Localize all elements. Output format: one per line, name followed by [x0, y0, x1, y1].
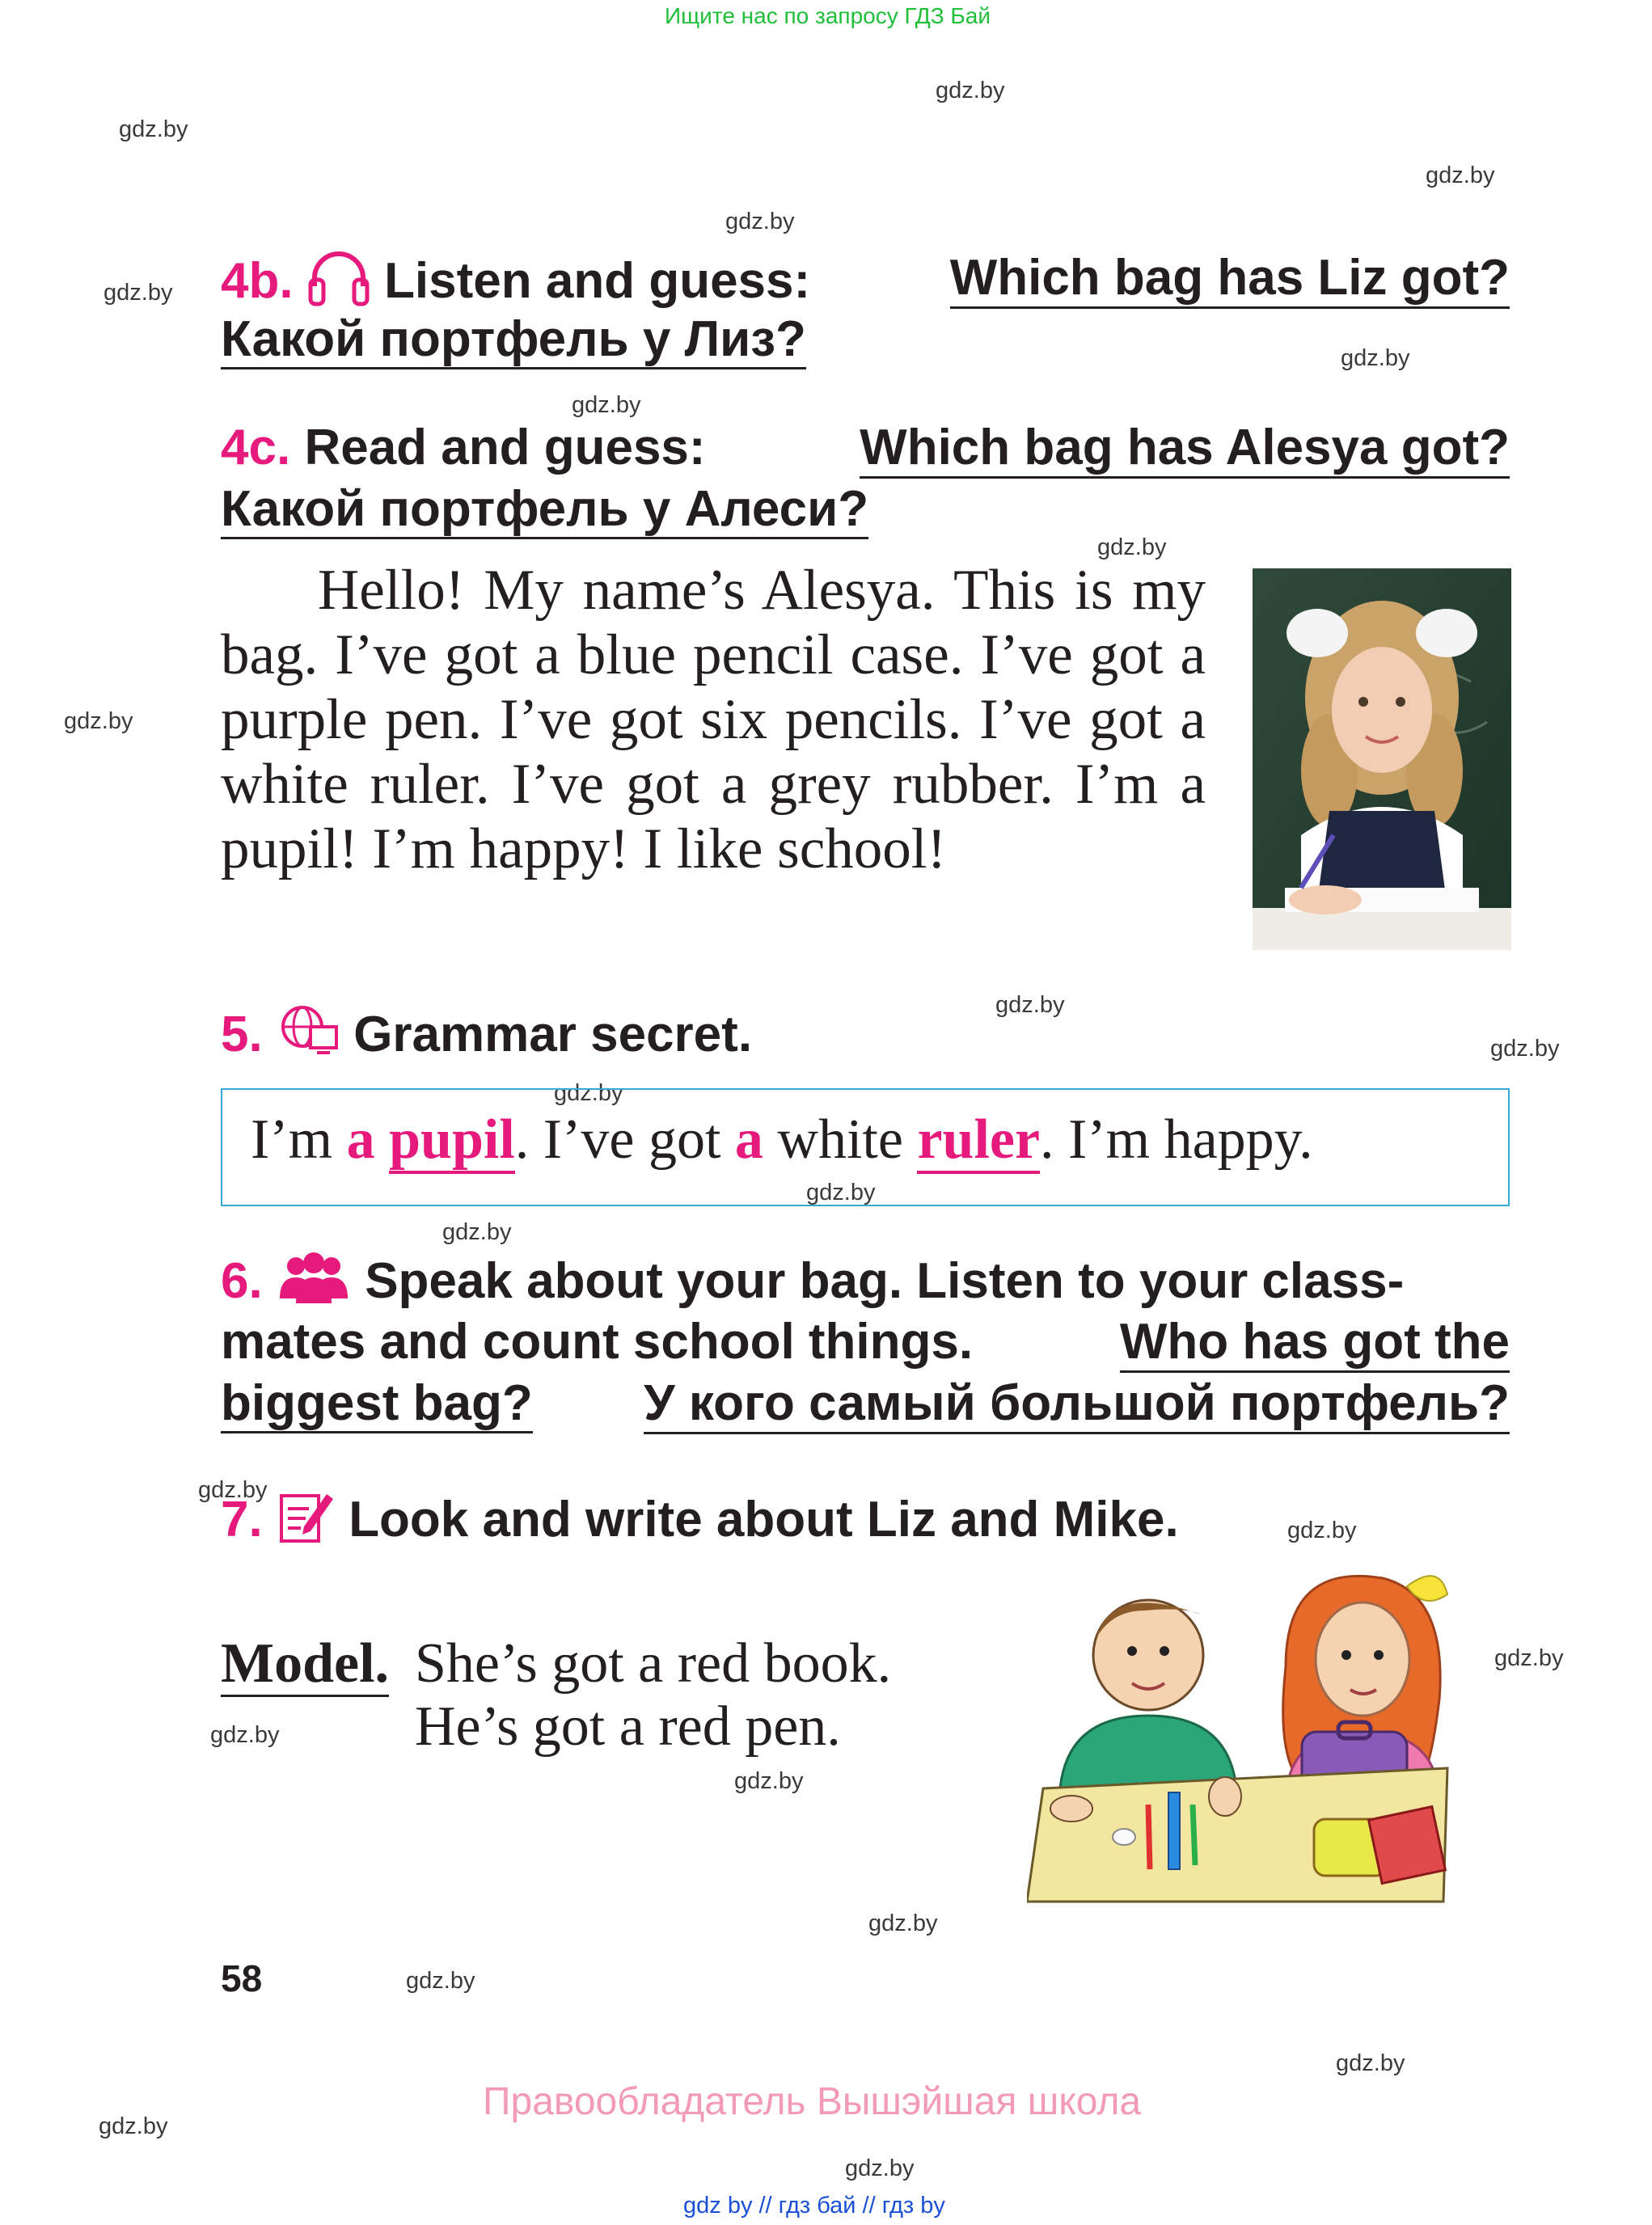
- headphones-icon: [307, 249, 370, 319]
- exercise-number: 7.: [221, 1491, 263, 1547]
- watermark: gdz.by: [734, 1768, 804, 1794]
- girl-photo: [1253, 568, 1511, 950]
- watermark: gdz.by: [119, 116, 188, 142]
- exercise-number: 6.: [221, 1252, 263, 1309]
- exercise-question: biggest bag?: [221, 1375, 533, 1433]
- exercise-6-line2: [221, 1313, 1510, 1370]
- grammar-article: a: [346, 1108, 375, 1171]
- exercise-question: Who has got the: [1120, 1313, 1510, 1373]
- exercise-4c-translation: [221, 480, 868, 538]
- translation-text: Какой портфель у Лиз?: [221, 311, 806, 369]
- grammar-noun: pupil: [389, 1108, 515, 1174]
- grammar-sentence: [251, 1108, 1313, 1172]
- exercise-title: Look and write about Liz and Mike.: [349, 1491, 1179, 1547]
- page-number: 58: [221, 1957, 263, 1999]
- exercise-question: Which bag has Alesya got?: [860, 419, 1510, 479]
- watermark: gdz.by: [572, 392, 641, 418]
- model-line-2: He’s got a red pen.: [415, 1695, 841, 1758]
- watermark: gdz.by: [1097, 534, 1167, 560]
- group-icon: [277, 1252, 351, 1317]
- watermark: gdz.by: [210, 1722, 280, 1748]
- watermark: gdz.by: [104, 280, 173, 306]
- watermark: gdz.by: [936, 78, 1005, 103]
- watermark: gdz.by: [1426, 163, 1495, 188]
- translation-text: У кого самый большой портфель?: [644, 1374, 1510, 1434]
- watermark: gdz.by: [198, 1477, 268, 1503]
- model-line-1: She’s got a red book.: [415, 1632, 892, 1695]
- exercise-instruction: mates and count school things.: [221, 1314, 974, 1370]
- watermark: gdz.by: [1490, 1036, 1560, 1062]
- watermark: gdz.by: [725, 209, 795, 234]
- watermark: gdz.by: [845, 2155, 915, 2181]
- grammar-noun: ruler: [917, 1108, 1040, 1174]
- watermark: gdz.by: [406, 1968, 475, 1994]
- exercise-5-heading: [221, 1003, 752, 1073]
- reading-paragraph: Hello! My name’s Alesya. This is my bag. I’ve got a blue pencil case. I’ve got a purple pen. I’ve got six pencils. I’ve got a white ruler. I’ve got a grey rubber. I’m a pupil! I’m happy! I like school!: [221, 559, 1206, 880]
- notepad-pencil-icon: [277, 1488, 335, 1558]
- exercise-4c-heading: [221, 419, 1510, 476]
- watermark: gdz.by: [64, 708, 133, 734]
- exercise-6-line3: [221, 1374, 1510, 1432]
- exercise-title: Grammar secret.: [353, 1006, 753, 1062]
- watermark: gdz.by: [1494, 1645, 1564, 1671]
- grammar-text: [375, 1108, 390, 1171]
- globe-computer-icon: [277, 1003, 340, 1073]
- translation-text: Какой портфель у Алеси?: [221, 481, 868, 539]
- watermark: gdz.by: [442, 1219, 512, 1245]
- footer-links[interactable]: gdz by // гдз бай // гдз by: [683, 2193, 945, 2219]
- exercise-number: 5.: [221, 1006, 263, 1062]
- exercise-instruction: Speak about your bag. Listen to your class-: [365, 1252, 1405, 1309]
- grammar-text: I’m: [251, 1108, 347, 1171]
- exercise-number: 4c.: [221, 420, 291, 475]
- grammar-text: white: [763, 1108, 918, 1171]
- reading-text: [221, 558, 1206, 881]
- copyright-notice: Правообладатель Вышэйшая школа: [483, 2080, 1142, 2123]
- liz-and-mike-illustration: [1027, 1562, 1464, 1910]
- model-label: Model.: [221, 1632, 389, 1697]
- top-notice: Ищите нас по запросу ГДЗ Бай: [665, 3, 991, 28]
- watermark: gdz.by: [1336, 2050, 1405, 2076]
- watermark: gdz.by: [995, 992, 1065, 1018]
- grammar-text: . I’ve got: [514, 1108, 735, 1171]
- watermark: gdz.by: [806, 1180, 876, 1205]
- exercise-4b-translation: [221, 310, 806, 368]
- grammar-text: . I’m happy.: [1040, 1108, 1313, 1171]
- watermark: gdz.by: [1341, 345, 1410, 371]
- exercise-instruction: Listen and guess:: [384, 252, 811, 309]
- exercise-6-line1: [221, 1252, 1510, 1317]
- exercise-number: 4b.: [221, 252, 294, 309]
- watermark: gdz.by: [1287, 1518, 1357, 1543]
- watermark: gdz.by: [868, 1910, 938, 1936]
- model-label-wrap: [221, 1632, 389, 1696]
- exercise-7-heading: [221, 1488, 1179, 1558]
- exercise-instruction: Read and guess:: [304, 420, 706, 475]
- watermark: gdz.by: [554, 1080, 623, 1106]
- watermark: gdz.by: [99, 2113, 168, 2139]
- exercise-question: Which bag has Liz got?: [950, 249, 1510, 309]
- exercise-4b-heading: [221, 249, 1510, 319]
- grammar-article: a: [734, 1108, 763, 1171]
